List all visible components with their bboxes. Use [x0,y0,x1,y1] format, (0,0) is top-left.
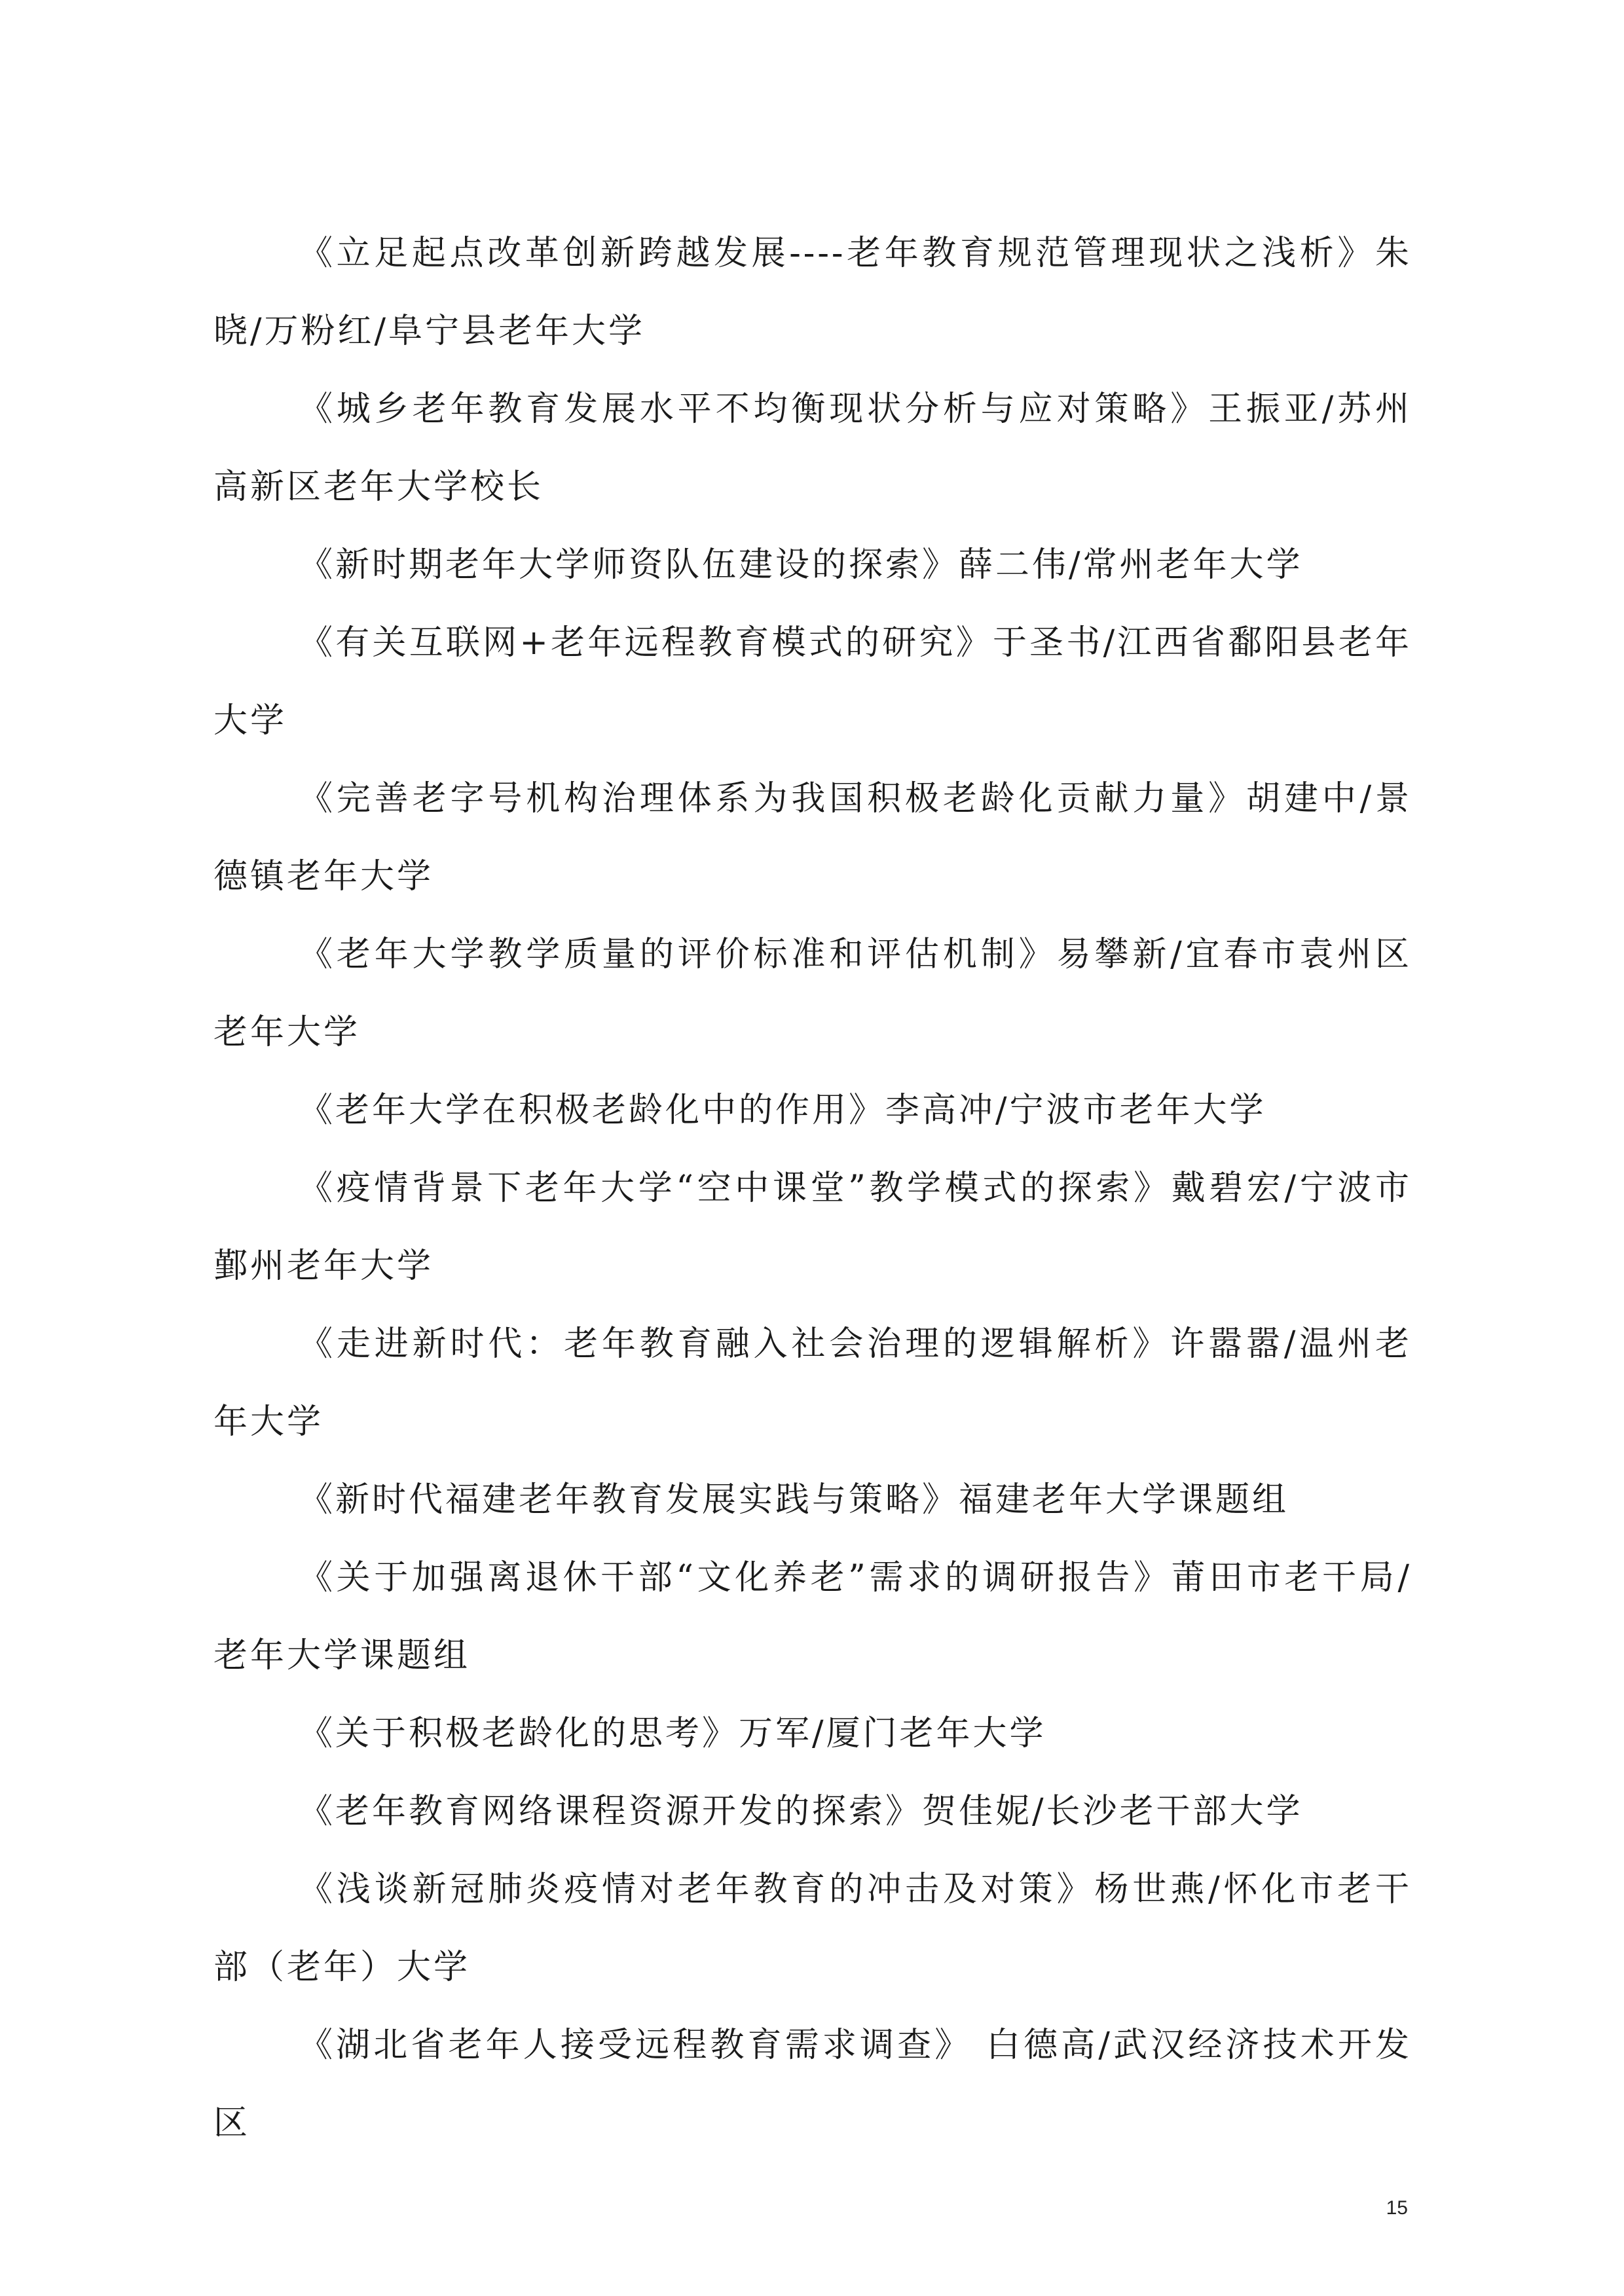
list-item: 《城乡老年教育发展水平不均衡现状分析与应对策略》王振亚/苏州高新区老年大学校长 [213,390,1412,507]
list-item: 《完善老字号机构治理体系为我国积极老龄化贡献力量》胡建中/景德镇老年大学 [213,779,1412,896]
entry-list [213,215,1412,2162]
page-number: 15 [1386,2197,1408,2219]
list-item: 《立足起点改革创新跨越发展----老年教育规范管理现状之浅析》朱晓/万粉红/阜宁县老年大学 [213,234,1412,351]
list-item: 《老年大学在积极老龄化中的作用》李高冲/宁波市老年大学 [299,1091,1266,1130]
list-item: 《湖北省老年人接受远程教育需求调查》 白德高/武汉经济技术开发区 [213,2026,1412,2143]
list-item: 《疫情背景下老年大学“空中课堂”教学模式的探索》戴碧宏/宁波市鄞州老年大学 [213,1169,1412,1286]
list-item: 《关于加强离退休干部“文化养老”需求的调研报告》莆田市老干局/老年大学课题组 [213,1558,1412,1675]
list-item: 《新时期老年大学师资队伍建设的探索》薛二伟/常州老年大学 [299,545,1303,585]
list-item: 《走进新时代：老年教育融入社会治理的逻辑解析》许嚣嚣/温州老年大学 [213,1324,1412,1442]
list-item: 《有关互联网+老年远程教育模式的研究》于圣书/江西省鄱阳县老年大学 [213,623,1412,740]
list-item: 《新时代福建老年教育发展实践与策略》福建老年大学课题组 [299,1480,1289,1520]
list-item: 《关于积极老龄化的思考》万军/厦门老年大学 [299,1714,1046,1753]
list-item: 《老年大学教学质量的评价标准和评估机制》易攀新/宜春市袁州区老年大学 [213,935,1412,1052]
list-item: 《浅谈新冠肺炎疫情对老年教育的冲击及对策》杨世燕/怀化市老干部（老年）大学 [213,1870,1412,1987]
list-item: 《老年教育网络课程资源开发的探索》贺佳妮/长沙老干部大学 [299,1792,1303,1831]
